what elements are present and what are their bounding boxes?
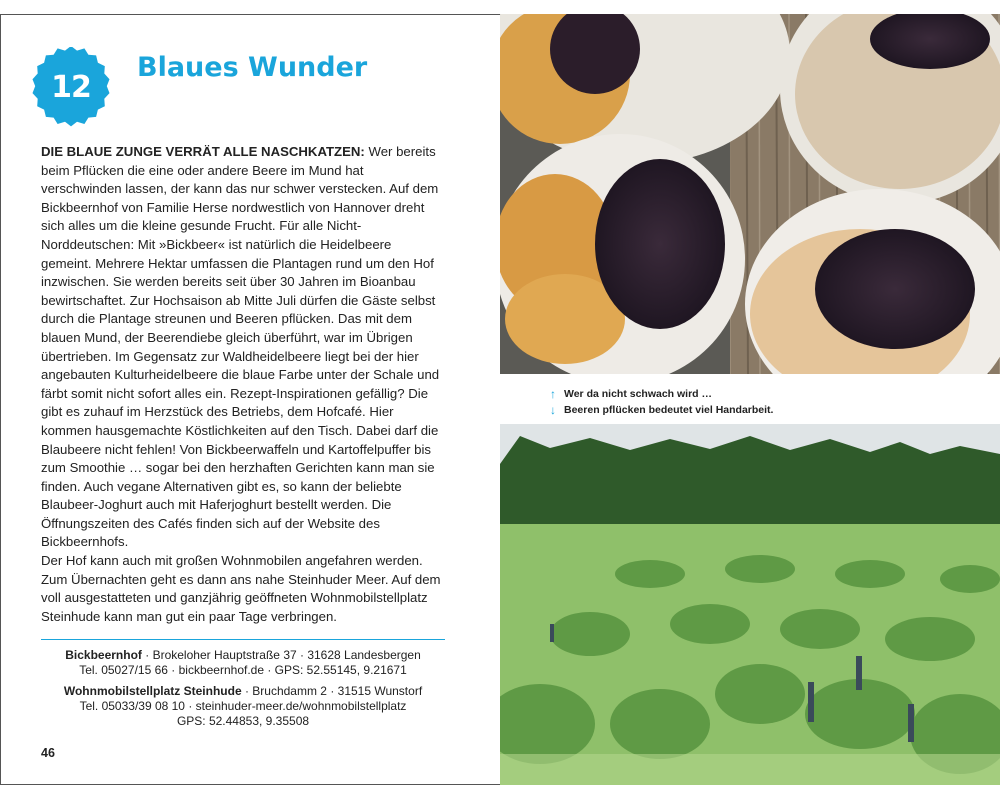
place1-name: Bickbeernhof (65, 648, 142, 662)
caption-top-text: Wer da nicht schwach wird … (564, 388, 713, 400)
arrow-up-icon: ↑ (550, 387, 556, 401)
info-bickbeernhof (41, 648, 445, 678)
caption-top (550, 386, 773, 402)
place2-name: Wohnmobilstellplatz Steinhude (63, 684, 242, 698)
paragraph-1 (41, 143, 445, 552)
left-page (0, 0, 498, 771)
place2-contact: Tel. 05033/39 08 10 · steinhuder-meer.de/wohnmobilstellplatz (79, 699, 407, 713)
paragraph-2: Der Hof kann auch mit großen Wohnmobilen angefahren werden. Zum Übernachten geht es dann ans nahe Steinhuder Meer. Auf dem voll ausgestatteten und ganzjährig geöffneten Wohnmobilstellplatz Steinhude kann man gut ein paar Tage verbringen. (41, 553, 441, 624)
photo-captions (550, 386, 773, 418)
page-title: Blaues Wunder (137, 52, 368, 83)
place2-address: · Bruchdamm 2 · 31515 Wunstorf (241, 684, 423, 698)
info-box (41, 648, 445, 735)
arrow-down-icon: ↓ (550, 403, 556, 417)
chapter-number: 12 (51, 69, 91, 105)
article-body (41, 143, 445, 626)
place1-contact: Tel. 05027/15 66 · bickbeernhof.de · GPS: 52.55145, 9.21671 (79, 663, 407, 677)
page-number: 46 (41, 746, 55, 760)
right-page (498, 14, 999, 785)
place2-gps: GPS: 52.44853, 9.35508 (176, 714, 310, 728)
photo-blueberry-field (500, 424, 1000, 785)
caption-bottom-text: Beeren pflücken bedeutet viel Handarbeit. (564, 404, 774, 416)
photo-blueberry-dishes (500, 14, 1000, 374)
info-steinhude (41, 684, 445, 729)
divider (41, 639, 445, 640)
place1-address: · Brokeloher Hauptstraße 37 · 31628 Landesbergen (141, 648, 421, 662)
lead-text: DIE BLAUE ZUNGE VERRÄT ALLE NASCHKATZEN: (41, 144, 365, 159)
chapter-badge (31, 47, 111, 127)
paragraph-1-text: Wer bereits beim Pflücken die eine oder andere Beere im Mund hat verschwinden lassen, der kann das nur schwer verstecken. Auf dem Bickbeernhof von Familie Herse nordwestlich von Hannover dreht sich alles um die kleine gesunde Frucht. Für alle Nicht-Norddeutschen: Mit »Bickbeer« ist natürlich die Heidelbeere gemeint. Mehrere Hektar umfassen die Plantagen rund um den Hof inzwischen. Sie werden bereits seit über 30 Jahren im Bioanbau bewirtschaftet. Zur Hochsaison ab Mitte Juli dürfen die Gäste selbst durch die Plantage streunen und Beeren pflücken. Das mit dem blauen Mund, der Beerendiebe gleich überführt, war im Übrigen übertrieben. Im Gegensatz zur Waldheidelbeere liegt bei der hier angebauten Kulturheidelbeere die blaue Farbe unter der Schale und färbt somit nicht sofort alles ein. Rezept-Inspirationen gefällig? Die gibt es zuhauf im Herzstück des Betriebs, dem Hofcafé. Hier kommen hausgemachte Köstlichkeiten auf den Tisch. Dabei darf die Blaubeere nicht fehlen! Von Bickbeerwaffeln und Kartoffelpuffer bis zum Smoothie … sogar bei den herzhaften Gerichten kann man sie finden. Auch vegane Alternativen gibt es, so kann der beliebte Blaubeer-Joghurt auch mit Haferjoghurt bestellt werden. Die Öffnungszeiten des Cafés finden sich auf der Website des Bickbeernhofs. (41, 144, 440, 550)
caption-bottom (550, 402, 773, 418)
